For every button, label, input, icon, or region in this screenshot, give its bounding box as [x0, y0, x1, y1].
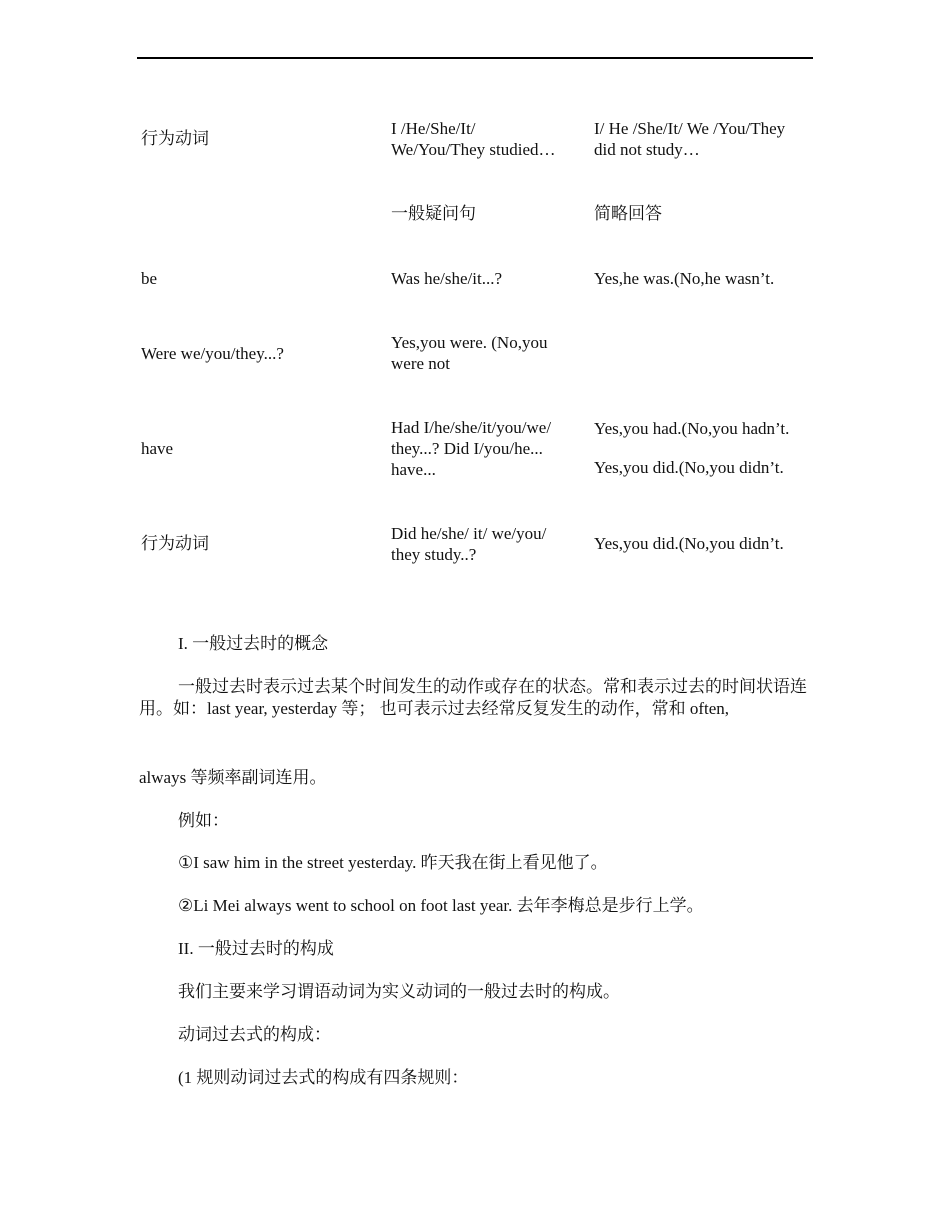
table-cell: 行为动词: [141, 129, 209, 148]
table-cell: Had I/he/she/it/you/we/ they...? Did I/you/he... have...: [391, 418, 552, 479]
table-header-cell: 简略回答: [594, 204, 662, 223]
table-cell: Yes,you did.(No,you didn’t.: [594, 534, 784, 553]
table-cell: I /He/She/It/ We/You/They studied…: [391, 119, 556, 159]
table-cell: Was he/she/it...?: [391, 269, 502, 288]
paragraph: 动词过去式的构成：: [178, 1025, 331, 1044]
table-cell: 行为动词: [141, 534, 209, 553]
example-sentence: ①I saw him in the street yesterday. 昨天我在街上看见他了。: [178, 853, 608, 872]
table-cell: have: [141, 439, 174, 458]
table-cell: Yes,he was.(No,he wasn’t.: [594, 269, 775, 288]
section-heading: I. 一般过去时的概念: [178, 634, 329, 653]
table-cell: Yes,you had.(No,you hadn’t. Yes,you did.(No,you didn’t.: [594, 419, 790, 477]
header-rule: [137, 57, 813, 59]
table-cell: be: [141, 269, 158, 288]
table-header-cell: 一般疑问句: [391, 204, 476, 223]
paragraph: always 等频率副词连用。: [139, 768, 327, 787]
table-cell: Yes,you were. (No,you were not: [391, 333, 548, 373]
paragraph: (1 规则动词过去式的构成有四条规则：: [178, 1068, 469, 1087]
table-cell: Were we/you/they...?: [141, 344, 284, 363]
table-cell: Did he/she/ it/ we/you/ they study..?: [391, 524, 547, 564]
paragraph: 我们主要来学习谓语动词为实义动词的一般过去时的构成。: [178, 982, 620, 1001]
table-cell: I/ He /She/It/ We /You/They did not study…: [594, 119, 786, 159]
example-label: 例如：: [178, 811, 229, 830]
section-heading: II. 一般过去时的构成: [178, 939, 334, 958]
paragraph: 一般过去时表示过去某个时间发生的动作或存在的状态。常和表示过去的时间状语连用。如：last year, yesterday 等； 也可表示过去经常反复发生的动作，常和 often,: [139, 677, 807, 718]
example-sentence: ②Li Mei always went to school on foot last year. 去年李梅总是步行上学。: [178, 896, 704, 915]
